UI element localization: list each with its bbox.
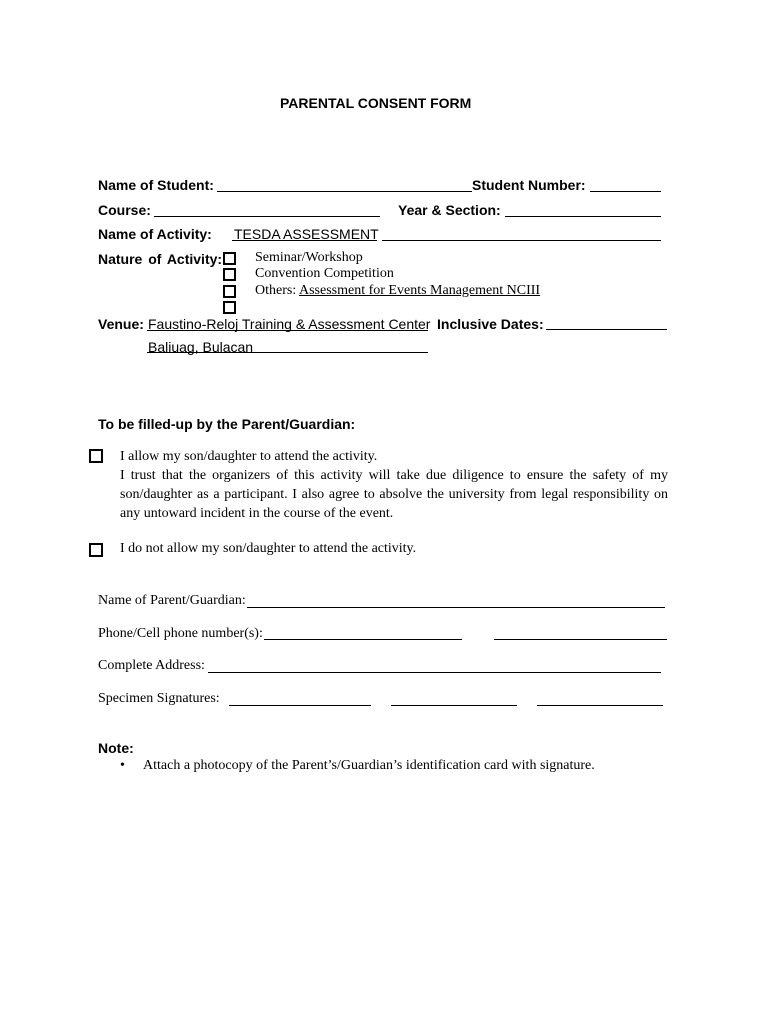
parent-name-label: Name of Parent/Guardian:	[98, 593, 246, 608]
inclusive-dates-label: Inclusive Dates:	[437, 316, 544, 332]
signatures-label: Specimen Signatures:	[98, 691, 220, 706]
others-checkbox[interactable]	[223, 285, 236, 298]
allow-paragraph	[120, 447, 668, 523]
phone-field-2[interactable]	[494, 639, 667, 640]
course-label: Course:	[98, 202, 151, 218]
convention-option-label: Convention Competition	[255, 266, 394, 281]
student-name-label: Name of Student:	[98, 177, 214, 193]
allow-checkbox[interactable]	[89, 449, 103, 463]
signature-field-3[interactable]	[537, 705, 663, 706]
inclusive-dates-field[interactable]	[546, 329, 667, 330]
convention-checkbox[interactable]	[223, 268, 236, 281]
note-item: Attach a photocopy of the Parent’s/Guardian’s identification card with signature.	[143, 758, 595, 773]
venue-label: Venue:	[98, 316, 144, 332]
activity-field-extension[interactable]	[382, 240, 661, 241]
activity-value: TESDA ASSESSMENT	[234, 226, 379, 242]
phone-field-1[interactable]	[264, 639, 462, 640]
allow-line-4: any untoward incident in the course of the event.	[120, 506, 394, 521]
parent-name-field[interactable]	[247, 607, 665, 608]
nature-label: Nature of Activity:	[98, 251, 223, 267]
address-label: Complete Address:	[98, 658, 205, 673]
extra-checkbox[interactable]	[223, 301, 236, 314]
student-number-label: Student Number:	[472, 177, 586, 193]
seminar-option-label: Seminar/Workshop	[255, 250, 363, 265]
address-field[interactable]	[208, 672, 661, 673]
note-bullet: •	[120, 758, 125, 773]
activity-underline	[232, 240, 377, 241]
venue-line-1: Faustino-Reloj Training & Assessment Center	[148, 316, 431, 332]
course-field[interactable]	[154, 216, 380, 217]
note-heading: Note:	[98, 740, 134, 756]
phone-label: Phone/Cell phone number(s):	[98, 626, 263, 641]
seminar-checkbox[interactable]	[223, 252, 236, 265]
allow-line-2: I trust that the organizers of this activity will take due diligence to ensure the safety of my	[120, 468, 668, 483]
student-name-field[interactable]	[217, 191, 472, 192]
others-option-label: Others:	[255, 283, 297, 298]
venue-underline-2	[147, 352, 428, 353]
year-section-label: Year & Section:	[398, 202, 501, 218]
others-value: Assessment for Events Management NCIII	[299, 283, 541, 298]
signature-field-1[interactable]	[229, 705, 371, 706]
activity-label: Name of Activity:	[98, 226, 212, 242]
venue-line-2: Baliuag, Bulacan	[148, 339, 254, 355]
student-number-field[interactable]	[590, 191, 661, 192]
allow-line-3: son/daughter as a participant. I also agree to absolve the university from legal responsibility on	[120, 487, 668, 502]
parent-section-heading: To be filled-up by the Parent/Guardian:	[98, 416, 356, 432]
form-title: PARENTAL CONSENT FORM	[280, 95, 472, 111]
allow-line-1: I allow my son/daughter to attend the activity.	[120, 449, 378, 464]
signature-field-2[interactable]	[391, 705, 517, 706]
disallow-label: I do not allow my son/daughter to attend the activity.	[120, 541, 417, 556]
year-section-field[interactable]	[505, 216, 661, 217]
venue-underline-1	[147, 330, 428, 331]
disallow-checkbox[interactable]	[89, 543, 103, 557]
